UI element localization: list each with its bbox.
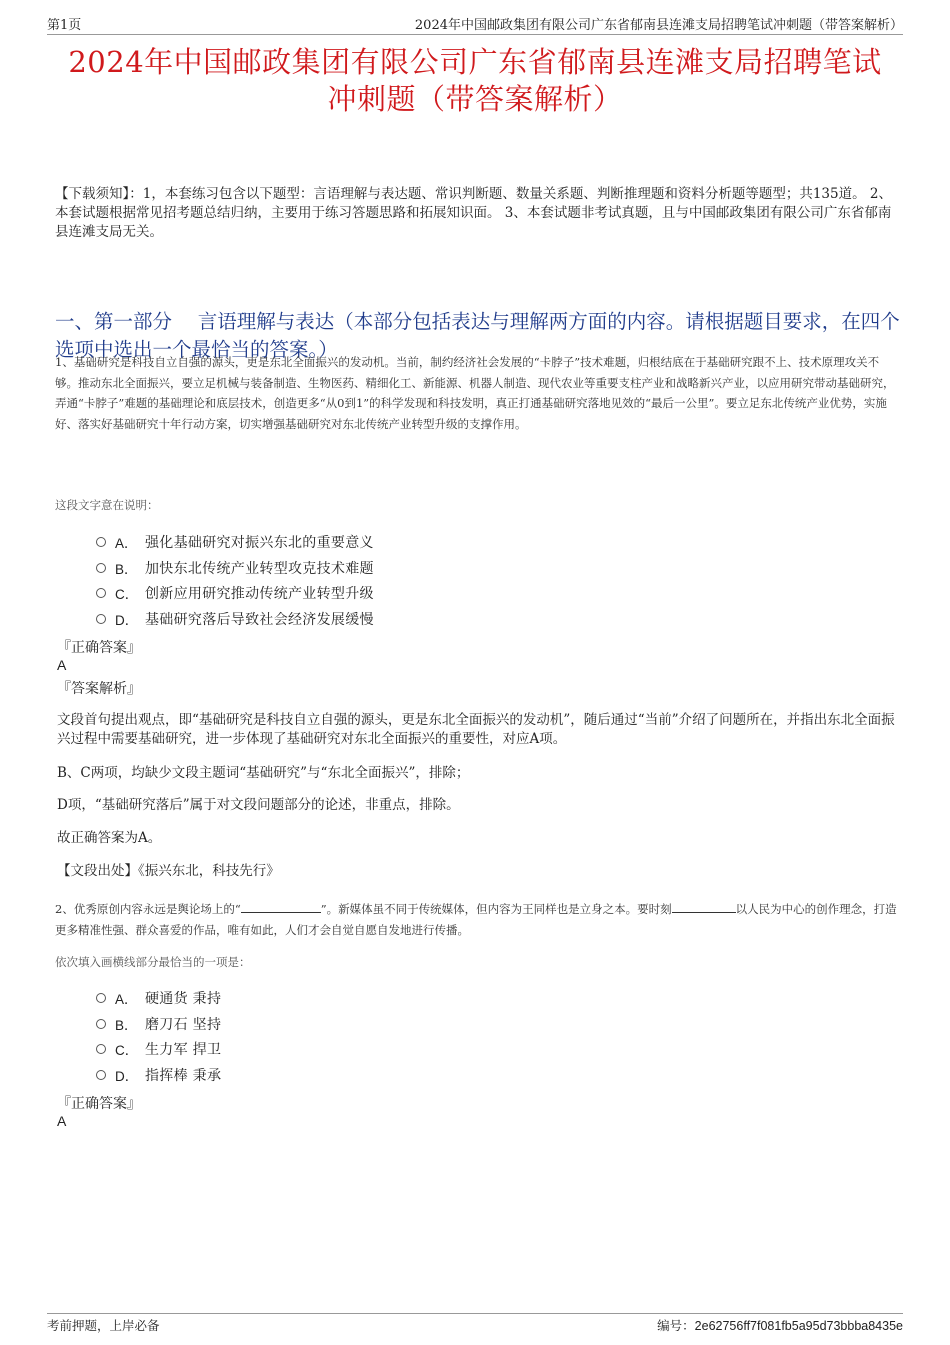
option-letter: B． [115,1017,138,1033]
correct-answer: A [57,1113,67,1129]
option-letter: A． [115,535,138,551]
option-letter: A． [115,991,138,1007]
option-text: 基础研究落后导致社会经济发展缓慢 [145,611,374,628]
page-header [47,12,903,35]
option-d[interactable] [96,606,374,632]
option-c[interactable] [96,1036,221,1062]
option-b[interactable] [96,1011,221,1037]
option-letter: C． [115,587,139,603]
fill-blank [241,902,321,913]
radio-button[interactable] [96,1070,106,1080]
question-1-options [96,529,374,632]
stem-text: ”。新媒体虽不同于传统媒体，但内容为王同样也是立身之本。要时刻 [320,902,672,916]
question-1-stem: 1、基础研究是科技自立自强的源头，更是东北全面振兴的发动机。当前，制约经济社会发展的“卡脖子”技术难题，归根结底在于基础研究跟不上、技术原理攻关不够。推动东北全面振兴，要立足机械与装备制造、生物医药、精细化工、新能源、机器人制造、现代农业等重要支柱产业和战略新兴产业，以应用研究带动基础研究，弄通“卡脖子”难题的基础理论和底层技术，创造更多“从0到1”的科学发现和科技发明，真正打通基础研究落地见效的“最后一公里”。要立足东北传统产业优势，实施好、落实好基础研究十年行动方案，切实增强基础研究对东北传统产业转型升级的支撑作用。 [55,355,895,431]
document-code [657,1316,903,1334]
stem-text: 以人民为中心的创作理念，打造更多精准性强、群众喜爱的作品，唯有如此，人们才会自觉自愿自发地进行传播。 [55,902,897,937]
option-a[interactable] [96,529,374,555]
download-notice: 【下载须知】：1，本套练习包含以下题型：言语理解与表达题、常识判断题、数量关系题、判断推理题和资料分析题等题型；共135道。 2、本套试题根据常见招考题总结归纳，主要用于练习答题思路和拓展知识面。 3、本套试题非考试真题，且与中国邮政集团有限公司广东省郁南县连滩支局无关。 [55,186,892,240]
question-1-prompt: 这段文字意在说明： [55,498,159,512]
radio-button[interactable] [96,537,106,547]
stem-text: 2、优秀原创内容永远是舆论场上的“ [55,902,241,916]
radio-button[interactable] [96,1044,106,1054]
title-line-1: 2024年中国邮政集团有限公司广东省郁南县连滩支局招聘笔试 [68,45,882,79]
option-a[interactable] [96,985,221,1011]
question-2-stem [55,899,900,940]
option-text: 创新应用研究推动传统产业转型升级 [145,586,374,603]
radio-button[interactable] [96,614,106,624]
radio-button[interactable] [96,588,106,598]
option-letter: D． [115,1068,139,1084]
page-footer [47,1313,903,1336]
option-text: 磨刀石 坚持 [145,1016,222,1033]
option-text: 硬通货 秉持 [145,990,222,1007]
option-b[interactable] [96,555,374,581]
option-d[interactable] [96,1062,221,1088]
option-letter: D． [115,612,139,628]
section-heading: 一、第一部分 言语理解与表达（本部分包括表达与理解两方面的内容。请根据题目要求，在四个选项中选出一个最恰当的答案。） [55,310,900,361]
analysis-paragraph: D项，“基础研究落后”属于对文段问题部分的论述，非重点，排除。 [57,797,460,813]
option-text: 加快东北传统产业转型攻克技术难题 [145,560,374,577]
option-text: 指挥棒 秉承 [145,1067,222,1084]
analysis-paragraph: B、C两项，均缺少文段主题词“基础研究”与“东北全面振兴”，排除； [57,765,470,781]
analysis-label: 『答案解析』 [57,681,141,697]
document-title [40,44,910,118]
passage-source: 【文段出处】《振兴东北，科技先行》 [57,863,280,879]
title-line-2: 冲刺题（带答案解析） [327,82,623,116]
correct-answer: A [57,657,67,673]
page-number: 第1页 [47,18,82,33]
option-text: 强化基础研究对振兴东北的重要意义 [145,534,374,551]
footer-slogan: 考前押题，上岸必备 [47,1318,160,1333]
fill-blank [672,902,736,913]
code-label: 编号： [657,1318,695,1333]
option-text: 生力军 捍卫 [145,1042,222,1059]
analysis-paragraph: 文段首句提出观点，即“基础研究是科技自立自强的源头，更是东北全面振兴的发动机”，随后通过“当前”介绍了问题所在，并指出东北全面振兴过程中需要基础研究，进一步体现了基础研究对东北全面振兴的重要性，对应A项。 [57,712,895,747]
option-c[interactable] [96,580,374,606]
analysis-conclusion: 故正确答案为A。 [57,830,162,846]
header-doc-title: 2024年中国邮政集团有限公司广东省郁南县连滩支局招聘笔试冲刺题（带答案解析） [414,18,903,33]
radio-button[interactable] [96,563,106,573]
question-2-options [96,985,221,1088]
radio-button[interactable] [96,993,106,1003]
correct-answer-label: 『正确答案』 [57,640,141,656]
code-value: 2e62756ff7f081fb5a95d73bbba8435e [694,1319,903,1333]
question-2-prompt: 依次填入画横线部分最恰当的一项是： [55,955,251,969]
option-letter: B． [115,561,138,577]
option-letter: C． [115,1043,139,1059]
correct-answer-label: 『正确答案』 [57,1096,141,1112]
radio-button[interactable] [96,1019,106,1029]
